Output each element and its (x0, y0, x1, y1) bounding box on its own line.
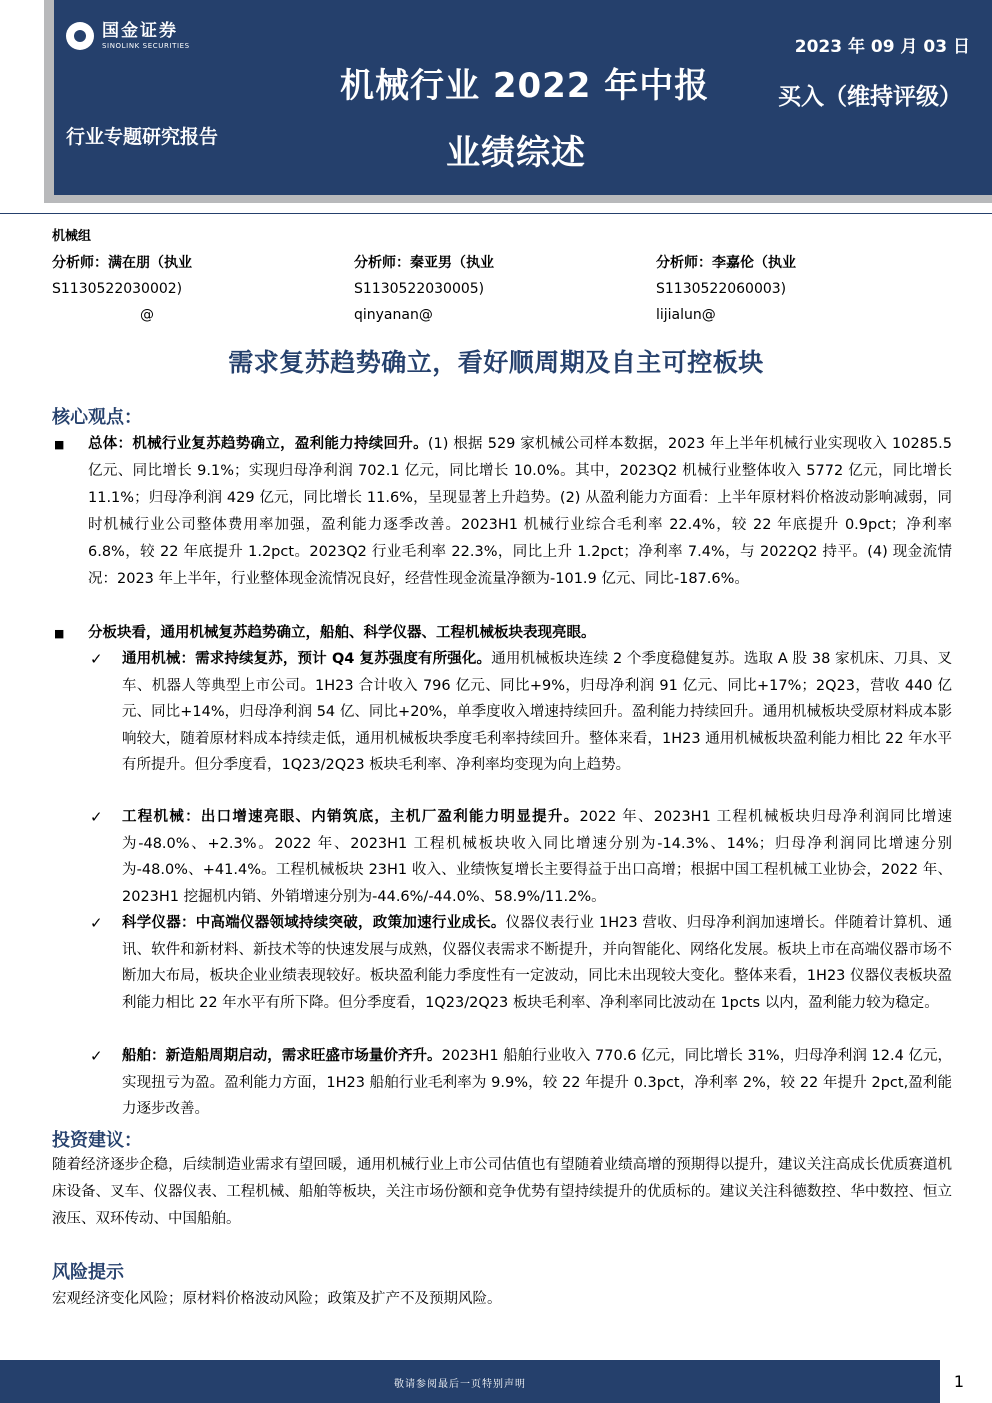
check-icon: ✓ (90, 1047, 103, 1065)
check-icon: ✓ (90, 808, 103, 826)
sub-construction-machinery (88, 804, 952, 910)
analyst-label: 分析师：李嘉伦（执业 (656, 255, 796, 271)
headline: 需求复苏趋势确立，看好顺周期及自主可控板块 (228, 348, 764, 377)
analyst-email[interactable]: lijialun@ (656, 307, 716, 323)
risk-title: 风险提示 (52, 1262, 124, 1283)
report-date: 2023 年 09 月 03 日 (794, 37, 970, 57)
header-divider (0, 213, 992, 214)
analyst-2 (354, 250, 644, 328)
analyst-cert: S1130522060003) (656, 281, 787, 297)
sub-bold: 船舶：新造船周期启动，需求旺盛市场量价齐升。 (122, 1048, 442, 1064)
logo-cn-text: 国金证券 (102, 20, 178, 41)
logo-icon (66, 22, 94, 50)
rating-label: 买入（维持评级） (778, 84, 962, 110)
risk-text: 宏观经济变化风险；原材料价格波动风险；政策及扩产不及预期风险。 (52, 1291, 502, 1307)
bullet-bold: 总体：机械行业复苏趋势确立，盈利能力持续回升。 (88, 436, 428, 452)
analyst-3 (656, 250, 946, 328)
sub-text: 2023H1 船舶行业收入 770.6 亿元，同比增长 31%，归母净利润 12.4 亿元，实现扭亏为盈。盈利能力方面，1H23 船舶行业毛利率为 9.9%，较 22 年提升 0.3pct，净利率 2%，较 22 年提升 2pct,盈利能力逐步改善。 (122, 1048, 952, 1117)
bullet-bold: 分板块看，通用机械复苏趋势确立，船舶、科学仪器、工程机械板块表现亮眼。 (88, 625, 596, 641)
analyst-label: 分析师：秦亚男（执业 (354, 255, 494, 271)
bullet-overall (52, 431, 952, 593)
analyst-label: 分析师：满在朋（执业 (52, 255, 192, 271)
report-title-line2: 业绩综述 (446, 133, 586, 173)
invest-title: 投资建议： (52, 1130, 142, 1151)
sub-text: 仪器仪表行业 1H23 营收、归母净利润加速增长。伴随着计算机、通讯、软件和新材料、新技术等的快速发展与成熟，仪器仪表需求不断提升，并向智能化、网络化发展。板块上市在高端仪器市场不断加大布局，板块企业业绩表现较好。板块盈利能力季度性有一定波动，同比未出现较大变化。整体来看，1H23 仪器仪表板块盈利能力相比 22 年水平有所下降。但分季度看，1Q23/2Q23 板块毛利率、净利率同比波动在 1pcts 以内，盈利能力较为稳定。 (122, 915, 953, 1011)
report-type: 行业专题研究报告 (66, 126, 219, 148)
square-bullet-icon: ■ (54, 627, 65, 640)
bullet-text: (1) 根据 529 家机械公司样本数据，2023 年上半年机械行业实现收入 10285.5 亿元、同比增长 9.1%；实现归母净利润 702.1 亿元，同比增长 10.0%。其中，2023Q2 机械行业整体收入 5772 亿元，同比增长 11.1%；归母净利润 429 亿元，同比增长 11.6%，呈现显著上升趋势。(2) 从盈利能力方面看：上半年原材料价格波动影响减弱，同时机械行业公司整体费用率加强，盈利能力逐季改善。2023H1 机械行业综合毛利率 22.4%，较 22 年底提升 0.9pct；净利率 6.8%，较 22 年底提升 1.2pct。2023Q2 行业毛利率 22.3%，同比上升 1.2pct；净利率 7.4%，与 2022Q2 持平。(4) 现金流情况：2023 年上半年，行业整体现金流情况良好，经营性现金流量净额为-101.9 亿元、同比-187.6%。 (88, 436, 952, 587)
analyst-email[interactable]: @ (140, 307, 154, 323)
check-icon: ✓ (90, 914, 103, 932)
analyst-1 (52, 250, 342, 328)
sub-general-machinery (88, 646, 952, 779)
analyst-cert: S1130522030005) (354, 281, 485, 297)
bullet-segments (52, 620, 952, 647)
logo-en-text: SINOLINK SECURITIES (102, 41, 190, 50)
report-title-line1: 机械行业 2022 年中报 (340, 66, 710, 106)
sub-shipbuilding (88, 1043, 952, 1123)
brand-logo (66, 22, 190, 50)
check-icon: ✓ (90, 650, 103, 668)
sub-bold: 科学仪器：中高端仪器领域持续突破，政策加速行业成长。 (122, 915, 506, 931)
sub-text: 2022 年、2023H1 工程机械板块归母净利润同比增速为-48.0%、+2.3%。2022 年、2023H1 工程机械板块收入同比增速分别为-14.3%、14%；归母净利润同比增速分别为-48.0%、+41.4%。工程机械板块 23H1 收入、业绩恢复增长主要得益于出口高增；根据中国工程机械工业协会，2022 年、2023H1 挖掘机内销、外销增速分别为-44.6%/-44.0%、58.9%/11.2%。 (122, 809, 953, 905)
footer-disclaimer-note: 敬请参阅最后一页特别声明 (394, 1379, 526, 1390)
sub-bold: 通用机械：需求持续复苏，预计 Q4 复苏强度有所强化。 (122, 651, 492, 667)
page-number: 1 (953, 1372, 964, 1391)
invest-text: 随着经济逐步企稳，后续制造业需求有望回暖，通用机械行业上市公司估值也有望随着业绩高增的预期得以提升，建议关注高成长优质赛道机床设备、叉车、仪器仪表、工程机械、船舶等板块，关注市场份额和竞争优势有望持续提升的优质标的。建议关注科德数控、华中数控、恒立液压、双环传动、中国船舶。 (52, 1157, 952, 1227)
analyst-cert: S1130522030002) (52, 281, 183, 297)
sub-bold: 工程机械：出口增速亮眼、内销筑底，主机厂盈利能力明显提升。 (122, 809, 580, 825)
sub-scientific-instruments (88, 910, 952, 1016)
analyst-group: 机械组 (52, 229, 92, 244)
sub-text: 通用机械板块连续 2 个季度稳健复苏。选取 A 股 38 家机床、刀具、叉车、机器人等典型上市公司。1H23 合计收入 796 亿元、同比+9%，归母净利润 91 亿元、同比+17%；2Q23，营收 440 亿元、同比+14%，归母净利润 54 亿、同比+20%，单季度收入增速持续回升。盈利能力持续回升。通用机械板块受原材料成本影响较大，随着原材料成本持续走低，通用机械板块季度毛利率持续回升。整体来看，1H23 通用机械板块盈利能力相比 22 年水平有所提升。但分季度看，1Q23/2Q23 板块毛利率、净利率均变现为向上趋势。 (122, 651, 952, 773)
square-bullet-icon: ■ (54, 438, 65, 451)
analyst-email[interactable]: qinyanan@ (354, 307, 433, 323)
core-views-title: 核心观点： (52, 407, 142, 428)
